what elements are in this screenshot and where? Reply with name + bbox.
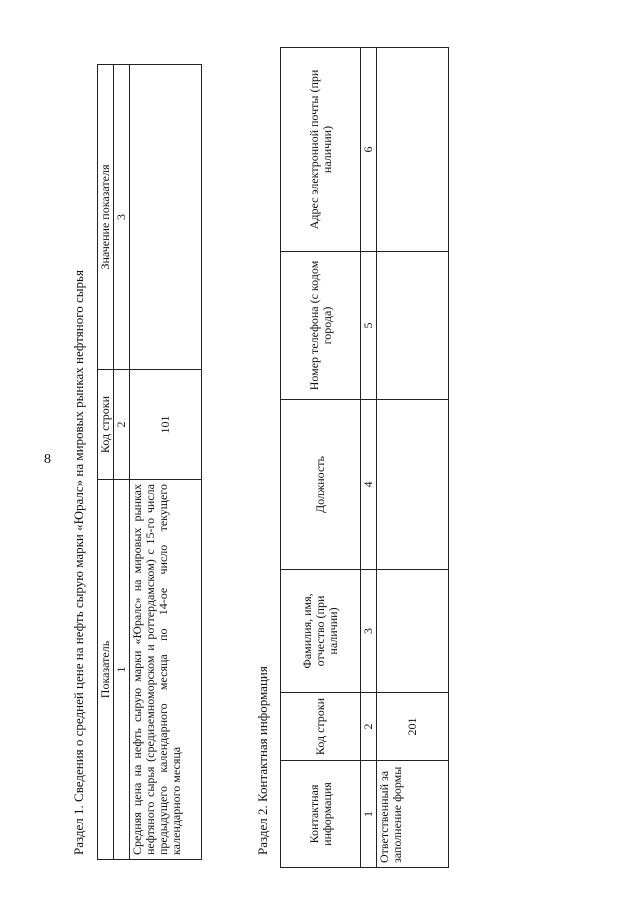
section1-title: Раздел 1. Сведения о средней цене на нефть сырую марки «Юралс» на мировых рынках нефтяного сырья xyxy=(71,270,86,855)
section1-data-row xyxy=(130,65,202,860)
section2-data-row xyxy=(377,48,449,868)
section2-number-row xyxy=(361,48,377,868)
email-cell[interactable] xyxy=(377,48,449,252)
section2-header-row xyxy=(281,48,361,868)
responsible-label-cell: Ответственный за заполнение формы xyxy=(377,761,449,868)
indicator-cell: Средняя цена на нефть сырую марки «Юралс» на мировых рынках нефтяного сырья (средиземноморском и роттердамском) с 15-го числа предыдущего календарного месяца по 14-ое число текущего календарного месяца xyxy=(130,480,202,860)
header-code: Код строки xyxy=(98,370,114,480)
col-number-2: 2 xyxy=(114,370,130,480)
page-number: 8 xyxy=(44,452,51,467)
s2-col-number-3: 3 xyxy=(361,570,377,693)
section2-table xyxy=(280,47,449,868)
col-number-1: 1 xyxy=(114,480,130,860)
s2-col-number-4: 4 xyxy=(361,400,377,570)
header-phone: Номер телефона (с кодом города) xyxy=(281,252,361,400)
code-cell: 101 xyxy=(130,370,202,480)
section1-table xyxy=(97,64,202,860)
col-number-3: 3 xyxy=(114,65,130,370)
section1-header-row xyxy=(98,65,114,860)
header-contact-info: Контактная информация xyxy=(281,761,361,868)
s2-code-cell: 201 xyxy=(377,693,449,761)
s2-col-number-2: 2 xyxy=(361,693,377,761)
s2-col-number-5: 5 xyxy=(361,252,377,400)
header-row-code: Код строки xyxy=(281,693,361,761)
s2-col-number-1: 1 xyxy=(361,761,377,868)
header-position: Должность xyxy=(281,400,361,570)
section1-number-row xyxy=(114,65,130,860)
s2-col-number-6: 6 xyxy=(361,48,377,252)
header-full-name: Фамилия, имя, отчество (при наличии) xyxy=(281,570,361,693)
position-cell[interactable] xyxy=(377,400,449,570)
value-cell[interactable] xyxy=(130,65,202,370)
header-value: Значение показателя xyxy=(98,65,114,370)
phone-cell[interactable] xyxy=(377,252,449,400)
header-email: Адрес электронной почты (при наличии) xyxy=(281,48,361,252)
section2-title: Раздел 2. Контактная информация xyxy=(255,666,270,855)
full-name-cell[interactable] xyxy=(377,570,449,693)
header-indicator: Показатель xyxy=(98,480,114,860)
